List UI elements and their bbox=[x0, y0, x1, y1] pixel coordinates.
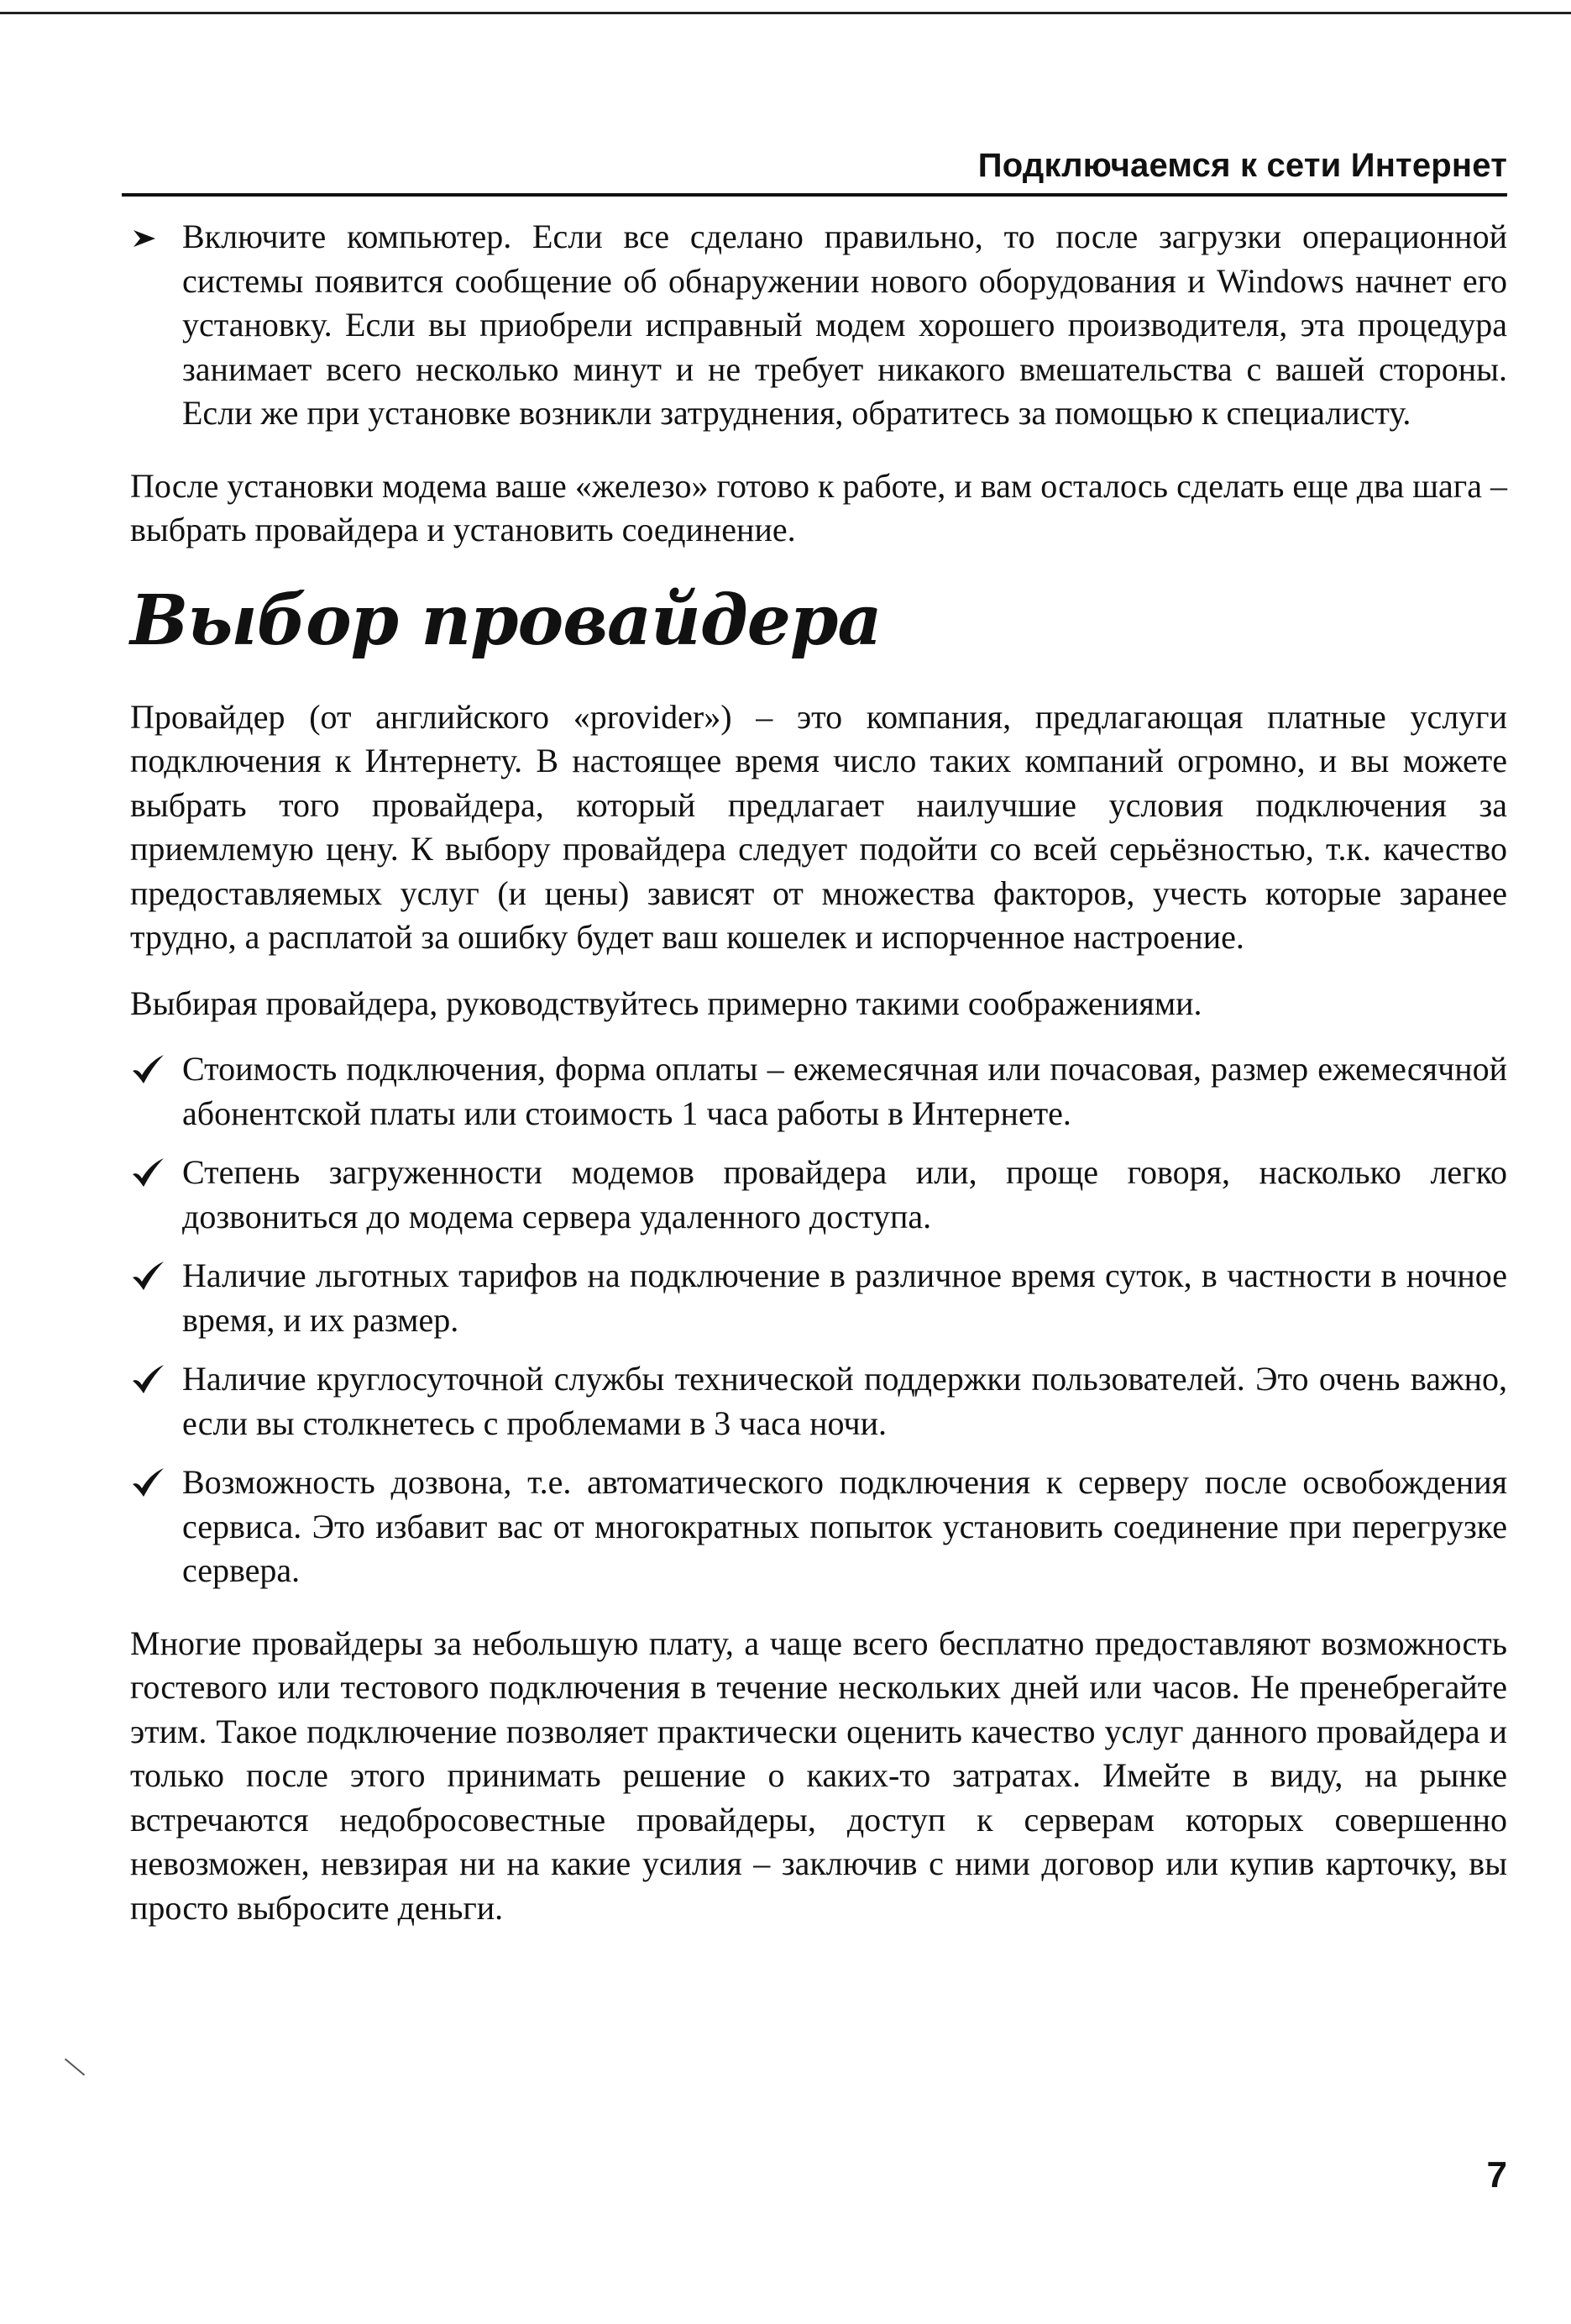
criteria-item-text: Степень загруженности модемов провайдера или, проще говоря, насколько легко дозвониться до модема сервера удаленного доступа. bbox=[182, 1153, 1507, 1235]
criteria-list bbox=[130, 1047, 1507, 1593]
arrow-bullet-icon bbox=[130, 215, 174, 259]
paragraph-criteria-intro: Выбирая провайдера, руководствуйтесь примерно такими соображениями. bbox=[130, 984, 1202, 1022]
criteria-item-text: Наличие круглосуточной службы технической поддержки пользователей. Это очень важно, если вы столкнетесь с проблемами в 3 часа ночи. bbox=[182, 1360, 1507, 1442]
intro-bullet-text: Включите компьютер. Если все сделано правильно, то после загрузки операционной системы появится сообщение об обнаружении нового оборудования и Windows начнет его установку. Если вы приобрели исправный модем хорошего производителя, эта процедура занимает всего несколько минут и не требует никакого вмешательства с вашей стороны. Если же при установке возникли затруднения, обратитесь за помощью к специалисту. bbox=[182, 218, 1507, 432]
section-heading bbox=[130, 553, 1507, 695]
main-text bbox=[130, 215, 1507, 1930]
intro-bullet bbox=[130, 215, 1507, 436]
checkmark-bullet-icon bbox=[130, 1151, 174, 1194]
criteria-item-text: Наличие льготных тарифов на подключение в различное время суток, в частности в ночное время, и их размер. bbox=[182, 1256, 1507, 1339]
criteria-item-text: Стоимость подключения, форма оплаты – ежемесячная или почасовая, размер ежемесячной абонентской платы или стоимость 1 часа работы в Интернете. bbox=[182, 1050, 1507, 1132]
page-number: 7 bbox=[1486, 2154, 1507, 2195]
checkmark-bullet-icon bbox=[130, 1461, 174, 1504]
list-item bbox=[130, 1151, 1507, 1239]
checkmark-bullet-icon bbox=[130, 1254, 174, 1298]
criteria-item-text: Возможность дозвона, т.е. автоматического подключения к серверу после освобождения сервиса. Это избавит вас от многократных попыток установить соединение при перегрузке сервера. bbox=[182, 1463, 1507, 1589]
scan-artifact bbox=[65, 2059, 85, 2076]
running-title: Подключаемся к сети Интернет bbox=[977, 147, 1507, 184]
paragraph-trial-access: Многие провайдеры за небольшую плату, а чаще всего бесплатно предоставляют возможность гостевого или тестового подключения в течение нескольких дней или часов. Не пренебрегайте этим. Такое подключение позволяет практически оценить качество услуг данного провайдера и только после этого принимать решение о каких-то затратах. Имейте в виду, на рынке встречаются недобросовестные провайдеры, доступ к серверам которых совершенно невозможен, невзирая ни на какие усилия – заключив с ними договор или купив карточку, вы просто выбросите деньги. bbox=[130, 1624, 1507, 1927]
checkmark-bullet-icon bbox=[130, 1357, 174, 1401]
list-item bbox=[130, 1254, 1507, 1342]
paragraph-after-install: После установки модема ваше «железо» готово к работе, и вам осталось сделать еще два шага – выбрать провайдера и установить соединение. bbox=[130, 466, 1507, 548]
list-item bbox=[130, 1357, 1507, 1445]
running-header bbox=[122, 141, 1507, 197]
list-item bbox=[130, 1047, 1507, 1136]
section-title: Выбор провайдера bbox=[130, 580, 882, 661]
scan-edge-line bbox=[0, 12, 1571, 14]
list-item bbox=[130, 1461, 1507, 1593]
checkmark-bullet-icon bbox=[130, 1047, 174, 1091]
paragraph-provider-definition: Провайдер (от английского «provider») – это компания, предлагающая платные услуги подключения к Интернету. В настоящее время число таких компаний огромно, и вы можете выбрать того провайдера, который предлагает наилучшие условия подключения за приемлемую цену. К выбору провайдера следует подойти со всей серьёзностью, т.к. качество предоставляемых услуг (и цены) зависят от множества факторов, учесть которые заранее трудно, а расплатой за ошибку будет ваш кошелек и испорченное настроение. bbox=[130, 697, 1507, 956]
